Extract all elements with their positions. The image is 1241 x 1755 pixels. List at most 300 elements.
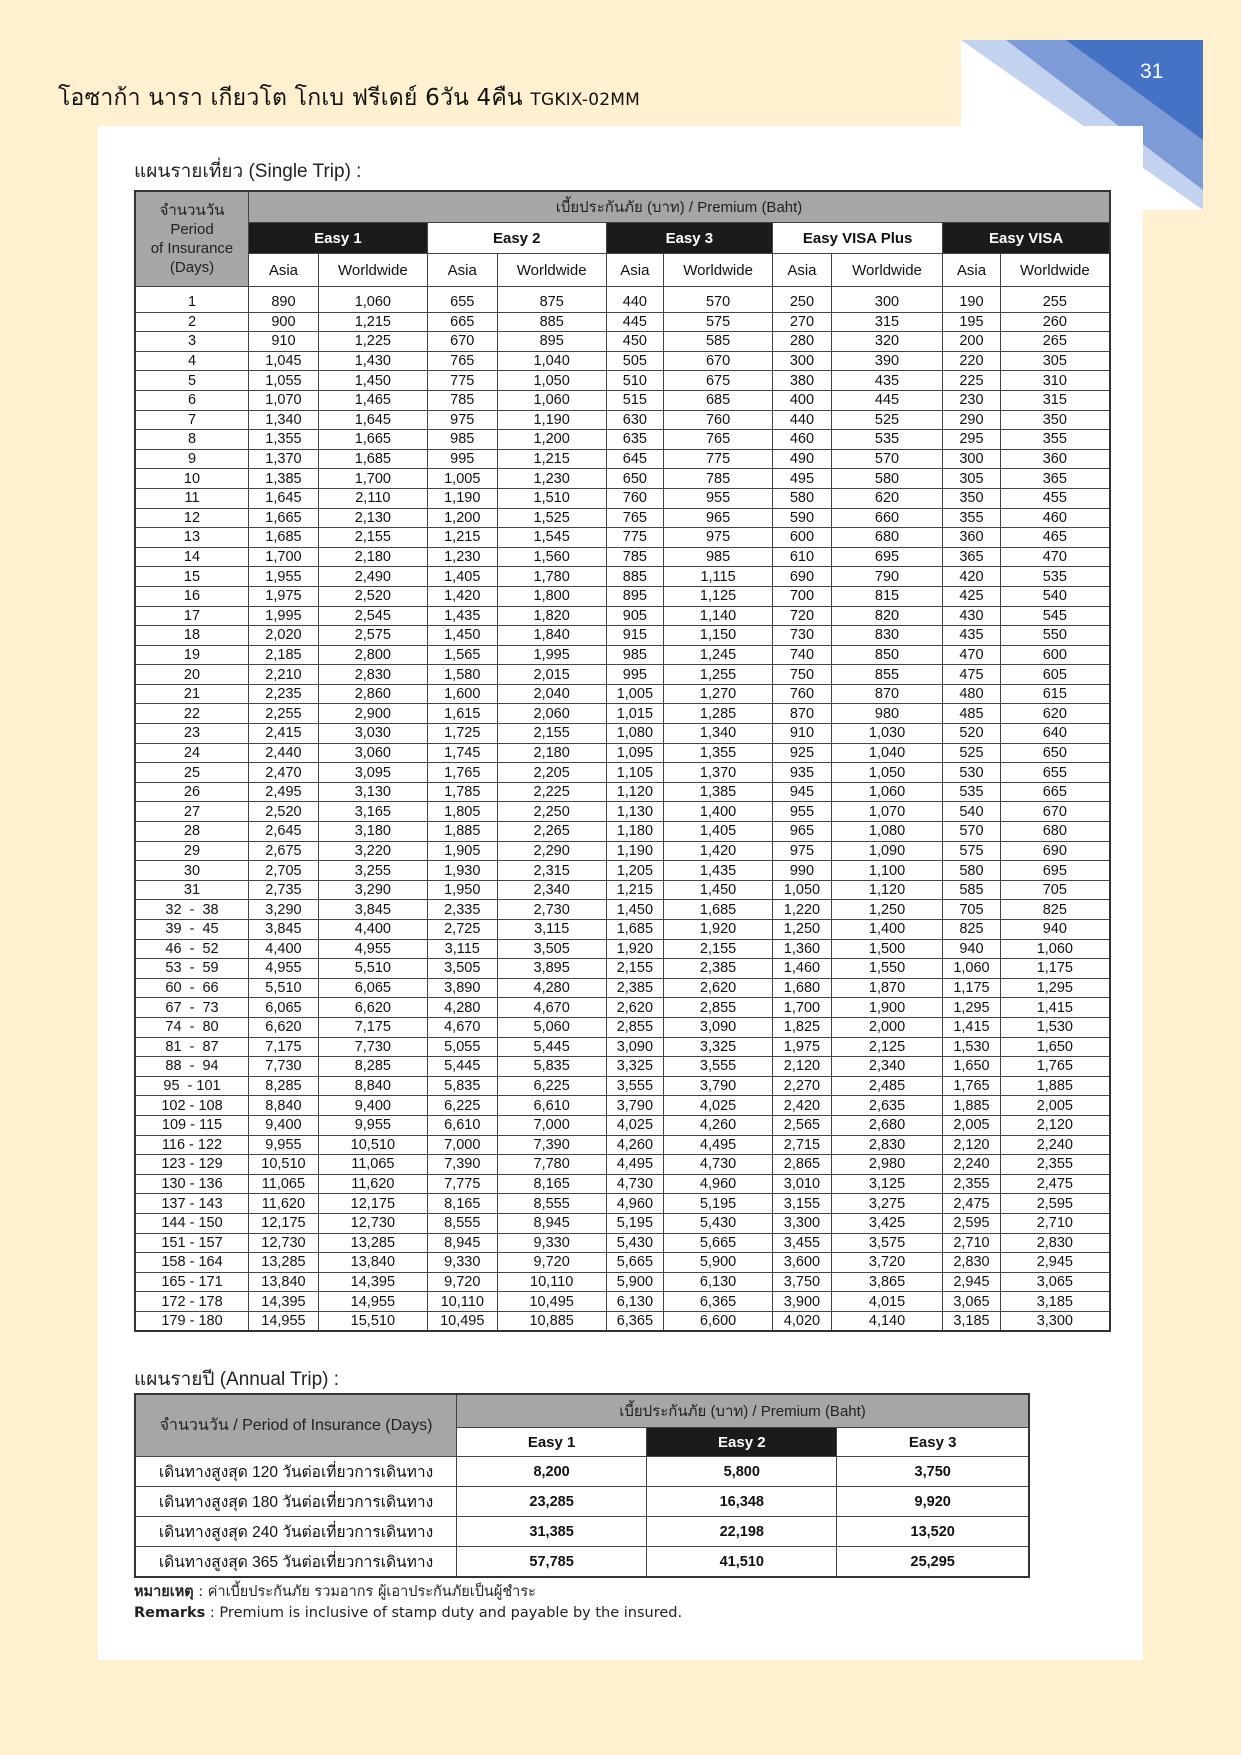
table-row: [135, 351, 1110, 371]
period-cell: 15: [135, 567, 249, 587]
premium-cell: 2,830: [1000, 1233, 1110, 1253]
premium-cell: 435: [943, 626, 1000, 646]
premium-cell: 1,975: [773, 1037, 832, 1057]
plan-header: Easy 2: [427, 223, 606, 254]
premium-cell: 7,775: [427, 1174, 497, 1194]
period-cell: 14: [135, 547, 249, 567]
table-row: [135, 665, 1110, 685]
premium-cell: 225: [943, 371, 1000, 391]
premium-cell: 11,065: [249, 1174, 319, 1194]
premium-cell: 1,450: [664, 880, 773, 900]
premium-cell: 2,240: [1000, 1135, 1110, 1155]
period-cell: 46 - 52: [135, 939, 249, 959]
premium-cell: 2,620: [664, 978, 773, 998]
region-header: Worldwide: [664, 254, 773, 287]
period-cell: 16: [135, 586, 249, 606]
premium-cell: 4,730: [606, 1174, 663, 1194]
annual-trip-body: [135, 1457, 1029, 1578]
plan-header: Easy 1: [249, 223, 428, 254]
premium-cell: 1,530: [1000, 1017, 1110, 1037]
premium-cell: 3,575: [831, 1233, 942, 1253]
period-cell: 17: [135, 606, 249, 626]
period-cell: 12: [135, 508, 249, 528]
premium-cell: 1,060: [497, 390, 606, 410]
period-cell: 2: [135, 312, 249, 332]
premium-cell: 1,230: [497, 469, 606, 489]
premium-cell: 1,370: [249, 449, 319, 469]
premium-cell: 1,150: [664, 626, 773, 646]
premium-cell: 2,725: [427, 920, 497, 940]
premium-cell: 9,955: [318, 1115, 427, 1135]
premium-cell: 2,945: [943, 1272, 1000, 1292]
premium-cell: 2,155: [497, 724, 606, 744]
premium-cell: 2,705: [249, 861, 319, 881]
premium-cell: 680: [831, 528, 942, 548]
period-cell: 130 - 136: [135, 1174, 249, 1194]
premium-cell: 2,675: [249, 841, 319, 861]
premium-cell: 5,445: [427, 1057, 497, 1077]
premium-cell: 3,185: [943, 1311, 1000, 1331]
premium-cell: 1,215: [427, 528, 497, 548]
premium-cell: 2,830: [318, 665, 427, 685]
premium-cell: 1,920: [606, 939, 663, 959]
premium-cell: 870: [831, 684, 942, 704]
premium-cell: 2,290: [497, 841, 606, 861]
premium-cell: 10,510: [249, 1155, 319, 1175]
period-cell: เดินทางสูงสุด 240 วันต่อเที่ยวการเดินทาง: [135, 1517, 457, 1547]
table-row: [135, 1272, 1110, 1292]
premium-cell: 3,505: [497, 939, 606, 959]
premium-cell: 3,890: [427, 978, 497, 998]
premium-cell: 540: [943, 802, 1000, 822]
period-cell: 179 - 180: [135, 1311, 249, 1331]
premium-cell: 520: [943, 724, 1000, 744]
premium-cell: 8,285: [318, 1057, 427, 1077]
premium-cell: 850: [831, 645, 942, 665]
premium-cell: 775: [664, 449, 773, 469]
premium-cell: 22,198: [647, 1517, 837, 1547]
premium-cell: 1,430: [318, 351, 427, 371]
table-row: [135, 1096, 1110, 1116]
premium-cell: 9,720: [427, 1272, 497, 1292]
premium-cell: 915: [606, 626, 663, 646]
premium-cell: 875: [497, 287, 606, 313]
premium-cell: 3,255: [318, 861, 427, 881]
plan-header-row: [135, 223, 1110, 254]
premium-cell: 765: [427, 351, 497, 371]
premium-cell: 3,090: [664, 1017, 773, 1037]
premium-cell: 1,340: [664, 724, 773, 744]
premium-cell: 785: [606, 547, 663, 567]
premium-cell: 435: [831, 371, 942, 391]
premium-cell: 695: [831, 547, 942, 567]
premium-cell: 5,835: [497, 1057, 606, 1077]
premium-cell: 1,215: [497, 449, 606, 469]
premium-cell: 2,735: [249, 880, 319, 900]
premium-cell: 23,285: [457, 1487, 647, 1517]
premium-cell: 3,750: [773, 1272, 832, 1292]
remarks-english-text: : Premium is inclusive of stamp duty and payable by the insured.: [205, 1605, 683, 1621]
period-cell: 31: [135, 880, 249, 900]
period-cell: 102 - 108: [135, 1096, 249, 1116]
annual-plan-header: Easy 3: [837, 1428, 1029, 1457]
table-row: [135, 1135, 1110, 1155]
premium-cell: 1,545: [497, 528, 606, 548]
period-cell: 8: [135, 430, 249, 450]
premium-cell: 2,315: [497, 861, 606, 881]
premium-cell: 12,175: [249, 1213, 319, 1233]
premium-cell: 1,825: [773, 1017, 832, 1037]
premium-cell: 695: [1000, 861, 1110, 881]
premium-cell: 1,405: [664, 822, 773, 842]
premium-cell: 2,415: [249, 724, 319, 744]
premium-cell: 1,250: [773, 920, 832, 940]
premium-cell: 3,555: [606, 1076, 663, 1096]
premium-cell: 1,120: [831, 880, 942, 900]
premium-cell: 980: [831, 704, 942, 724]
premium-cell: 620: [1000, 704, 1110, 724]
table-row: [135, 1155, 1110, 1175]
premium-cell: 41,510: [647, 1547, 837, 1578]
premium-cell: 3,895: [497, 959, 606, 979]
premium-cell: 14,955: [318, 1292, 427, 1312]
table-row: [135, 724, 1110, 744]
premium-cell: 16,348: [647, 1487, 837, 1517]
period-cell: 116 - 122: [135, 1135, 249, 1155]
premium-cell: 1,095: [606, 743, 663, 763]
premium-cell: 985: [606, 645, 663, 665]
premium-cell: 13,840: [318, 1253, 427, 1273]
period-cell: 172 - 178: [135, 1292, 249, 1312]
premium-cell: 1,200: [427, 508, 497, 528]
premium-cell: 1,360: [773, 939, 832, 959]
premium-cell: 8,945: [427, 1233, 497, 1253]
premium-cell: 815: [831, 586, 942, 606]
region-header: Asia: [943, 254, 1000, 287]
premium-cell: 535: [1000, 567, 1110, 587]
premium-cell: 3,185: [1000, 1292, 1110, 1312]
period-cell: 109 - 115: [135, 1115, 249, 1135]
premium-cell: 2,000: [831, 1017, 942, 1037]
premium-cell: 4,025: [606, 1115, 663, 1135]
premium-cell: 4,495: [664, 1135, 773, 1155]
premium-cell: 680: [1000, 822, 1110, 842]
premium-cell: 615: [1000, 684, 1110, 704]
premium-cell: 3,010: [773, 1174, 832, 1194]
premium-cell: 13,840: [249, 1272, 319, 1292]
region-header: Asia: [249, 254, 319, 287]
premium-cell: 400: [773, 390, 832, 410]
premium-cell: 295: [943, 430, 1000, 450]
premium-cell: 12,730: [318, 1213, 427, 1233]
premium-cell: 975: [427, 410, 497, 430]
premium-cell: 790: [831, 567, 942, 587]
premium-cell: 2,730: [497, 900, 606, 920]
premium-cell: 510: [606, 371, 663, 391]
premium-cell: 2,575: [318, 626, 427, 646]
premium-cell: 2,565: [773, 1115, 832, 1135]
premium-cell: 580: [831, 469, 942, 489]
premium-cell: 760: [773, 684, 832, 704]
annual-premium-header: เบี้ยประกันภัย (บาท) / Premium (Baht): [457, 1394, 1030, 1428]
premium-cell: 1,765: [427, 763, 497, 783]
period-header-line: Period: [170, 221, 214, 238]
premium-cell: 7,730: [249, 1057, 319, 1077]
premium-cell: 530: [943, 763, 1000, 783]
premium-cell: 2,495: [249, 782, 319, 802]
premium-cell: 935: [773, 763, 832, 783]
premium-cell: 3,115: [497, 920, 606, 940]
table-row: [135, 998, 1110, 1018]
premium-cell: 1,090: [831, 841, 942, 861]
premium-cell: 2,005: [1000, 1096, 1110, 1116]
premium-cell: 3,505: [427, 959, 497, 979]
premium-cell: 975: [664, 528, 773, 548]
premium-cell: 610: [773, 547, 832, 567]
premium-cell: 820: [831, 606, 942, 626]
premium-cell: 535: [943, 782, 1000, 802]
premium-cell: 6,065: [318, 978, 427, 998]
premium-cell: 1,080: [606, 724, 663, 744]
premium-cell: 5,835: [427, 1076, 497, 1096]
premium-cell: 990: [773, 861, 832, 881]
premium-cell: 1,840: [497, 626, 606, 646]
premium-cell: 700: [773, 586, 832, 606]
premium-cell: 280: [773, 332, 832, 352]
premium-cell: 3,555: [664, 1057, 773, 1077]
premium-cell: 2,180: [318, 547, 427, 567]
premium-cell: 2,385: [664, 959, 773, 979]
premium-cell: 5,510: [249, 978, 319, 998]
premium-cell: 480: [943, 684, 1000, 704]
period-cell: 144 - 150: [135, 1213, 249, 1233]
premium-cell: 1,285: [664, 704, 773, 724]
page-number: 31: [1140, 60, 1164, 83]
premium-cell: 6,600: [664, 1311, 773, 1331]
period-cell: 165 - 171: [135, 1272, 249, 1292]
period-cell: 13: [135, 528, 249, 548]
remarks-thai: [134, 1582, 682, 1603]
premium-cell: 11,065: [318, 1155, 427, 1175]
premium-cell: 4,670: [427, 1017, 497, 1037]
premium-cell: 665: [427, 312, 497, 332]
premium-cell: 2,155: [606, 959, 663, 979]
premium-cell: 490: [773, 449, 832, 469]
period-cell: 6: [135, 390, 249, 410]
premium-cell: 1,885: [427, 822, 497, 842]
table-row: [135, 287, 1110, 313]
premium-cell: 5,900: [606, 1272, 663, 1292]
premium-cell: 4,670: [497, 998, 606, 1018]
premium-cell: 3,220: [318, 841, 427, 861]
premium-cell: 2,355: [1000, 1155, 1110, 1175]
premium-cell: 995: [606, 665, 663, 685]
table-row: [135, 528, 1110, 548]
premium-cell: 3,130: [318, 782, 427, 802]
premium-cell: 7,390: [427, 1155, 497, 1175]
premium-cell: 1,745: [427, 743, 497, 763]
premium-cell: 3,790: [606, 1096, 663, 1116]
period-cell: 60 - 66: [135, 978, 249, 998]
premium-cell: 31,385: [457, 1517, 647, 1547]
premium-cell: 1,050: [831, 763, 942, 783]
premium-cell: 3,750: [837, 1457, 1029, 1487]
premium-cell: 2,120: [943, 1135, 1000, 1155]
premium-cell: 300: [831, 287, 942, 313]
premium-cell: 1,460: [773, 959, 832, 979]
period-header-line: of Insurance: [150, 240, 234, 257]
premium-cell: 605: [1000, 665, 1110, 685]
premium-cell: 1,005: [427, 469, 497, 489]
premium-cell: 705: [943, 900, 1000, 920]
premium-cell: 5,055: [427, 1037, 497, 1057]
premium-cell: 365: [943, 547, 1000, 567]
table-row: [135, 743, 1110, 763]
premium-cell: 1,055: [249, 371, 319, 391]
period-cell: 9: [135, 449, 249, 469]
premium-cell: 1,005: [606, 684, 663, 704]
premium-cell: 1,525: [497, 508, 606, 528]
premium-cell: 2,185: [249, 645, 319, 665]
premium-cell: 420: [943, 567, 1000, 587]
table-row: [135, 645, 1110, 665]
table-row: [135, 430, 1110, 450]
premium-cell: 1,415: [1000, 998, 1110, 1018]
premium-cell: 1,780: [497, 567, 606, 587]
single-trip-table: [134, 190, 1111, 1332]
table-row: [135, 939, 1110, 959]
premium-cell: 2,110: [318, 488, 427, 508]
premium-cell: 7,000: [427, 1135, 497, 1155]
premium-cell: 355: [943, 508, 1000, 528]
premium-cell: 2,855: [606, 1017, 663, 1037]
period-cell: 151 - 157: [135, 1233, 249, 1253]
table-row: [135, 1017, 1110, 1037]
premium-cell: 1,885: [1000, 1076, 1110, 1096]
premium-cell: 1,245: [664, 645, 773, 665]
premium-cell: 1,190: [606, 841, 663, 861]
premium-cell: 720: [773, 606, 832, 626]
premium-cell: 2,635: [831, 1096, 942, 1116]
premium-cell: 1,105: [606, 763, 663, 783]
period-cell: 67 - 73: [135, 998, 249, 1018]
premium-cell: 10,110: [427, 1292, 497, 1312]
premium-cell: 825: [943, 920, 1000, 940]
premium-cell: 2,120: [1000, 1115, 1110, 1135]
table-row: [135, 1174, 1110, 1194]
premium-cell: 1,295: [1000, 978, 1110, 998]
premium-cell: 390: [831, 351, 942, 371]
premium-cell: 315: [831, 312, 942, 332]
period-cell: 21: [135, 684, 249, 704]
premium-cell: 775: [427, 371, 497, 391]
premium-cell: 9,330: [427, 1253, 497, 1273]
premium-cell: 670: [427, 332, 497, 352]
premium-cell: 4,955: [318, 939, 427, 959]
premium-cell: 640: [1000, 724, 1110, 744]
premium-cell: 505: [606, 351, 663, 371]
premium-cell: 9,920: [837, 1487, 1029, 1517]
premium-cell: 3,865: [831, 1272, 942, 1292]
premium-cell: 2,355: [943, 1174, 1000, 1194]
premium-cell: 2,060: [497, 704, 606, 724]
premium-cell: 10,510: [318, 1135, 427, 1155]
premium-cell: 1,905: [427, 841, 497, 861]
premium-cell: 1,700: [318, 469, 427, 489]
premium-cell: 895: [606, 586, 663, 606]
premium-cell: 885: [606, 567, 663, 587]
table-row: [135, 547, 1110, 567]
premium-cell: 600: [773, 528, 832, 548]
premium-cell: 2,595: [1000, 1194, 1110, 1214]
premium-cell: 2,830: [831, 1135, 942, 1155]
premium-cell: 2,800: [318, 645, 427, 665]
premium-cell: 430: [943, 606, 1000, 626]
premium-cell: 4,025: [664, 1096, 773, 1116]
premium-cell: 350: [1000, 410, 1110, 430]
premium-cell: 2,475: [1000, 1174, 1110, 1194]
table-row: [135, 1311, 1110, 1331]
plan-header: Easy VISA Plus: [773, 223, 943, 254]
premium-cell: 2,120: [773, 1057, 832, 1077]
premium-cell: 965: [664, 508, 773, 528]
premium-cell: 675: [664, 371, 773, 391]
premium-cell: 1,070: [831, 802, 942, 822]
premium-cell: 4,400: [249, 939, 319, 959]
premium-cell: 2,545: [318, 606, 427, 626]
premium-cell: 1,255: [664, 665, 773, 685]
premium-cell: 630: [606, 410, 663, 430]
premium-cell: 600: [1000, 645, 1110, 665]
premium-cell: 1,060: [943, 959, 1000, 979]
premium-cell: 1,270: [664, 684, 773, 704]
premium-cell: 6,610: [427, 1115, 497, 1135]
premium-cell: 895: [497, 332, 606, 352]
period-cell: 22: [135, 704, 249, 724]
period-cell: 7: [135, 410, 249, 430]
table-row: [135, 488, 1110, 508]
table-row: [135, 371, 1110, 391]
premium-cell: 785: [427, 390, 497, 410]
premium-cell: 450: [606, 332, 663, 352]
premium-cell: 1,050: [773, 880, 832, 900]
premium-cell: 11,620: [318, 1174, 427, 1194]
premium-cell: 2,520: [318, 586, 427, 606]
premium-cell: 3,790: [664, 1076, 773, 1096]
premium-cell: 1,600: [427, 684, 497, 704]
premium-cell: 4,400: [318, 920, 427, 940]
period-cell: 23: [135, 724, 249, 744]
premium-cell: 485: [943, 704, 1000, 724]
premium-cell: 1,100: [831, 861, 942, 881]
premium-cell: 230: [943, 390, 1000, 410]
premium-cell: 3,060: [318, 743, 427, 763]
premium-cell: 2,980: [831, 1155, 942, 1175]
premium-cell: 1,250: [831, 900, 942, 920]
premium-cell: 3,115: [427, 939, 497, 959]
period-cell: 39 - 45: [135, 920, 249, 940]
period-cell: 32 - 38: [135, 900, 249, 920]
premium-cell: 1,435: [427, 606, 497, 626]
table-row: [135, 861, 1110, 881]
premium-cell: 2,225: [497, 782, 606, 802]
premium-cell: 2,475: [943, 1194, 1000, 1214]
premium-cell: 7,780: [497, 1155, 606, 1175]
premium-cell: 4,280: [497, 978, 606, 998]
premium-cell: 310: [1000, 371, 1110, 391]
premium-cell: 11,620: [249, 1194, 319, 1214]
premium-cell: 1,045: [249, 351, 319, 371]
